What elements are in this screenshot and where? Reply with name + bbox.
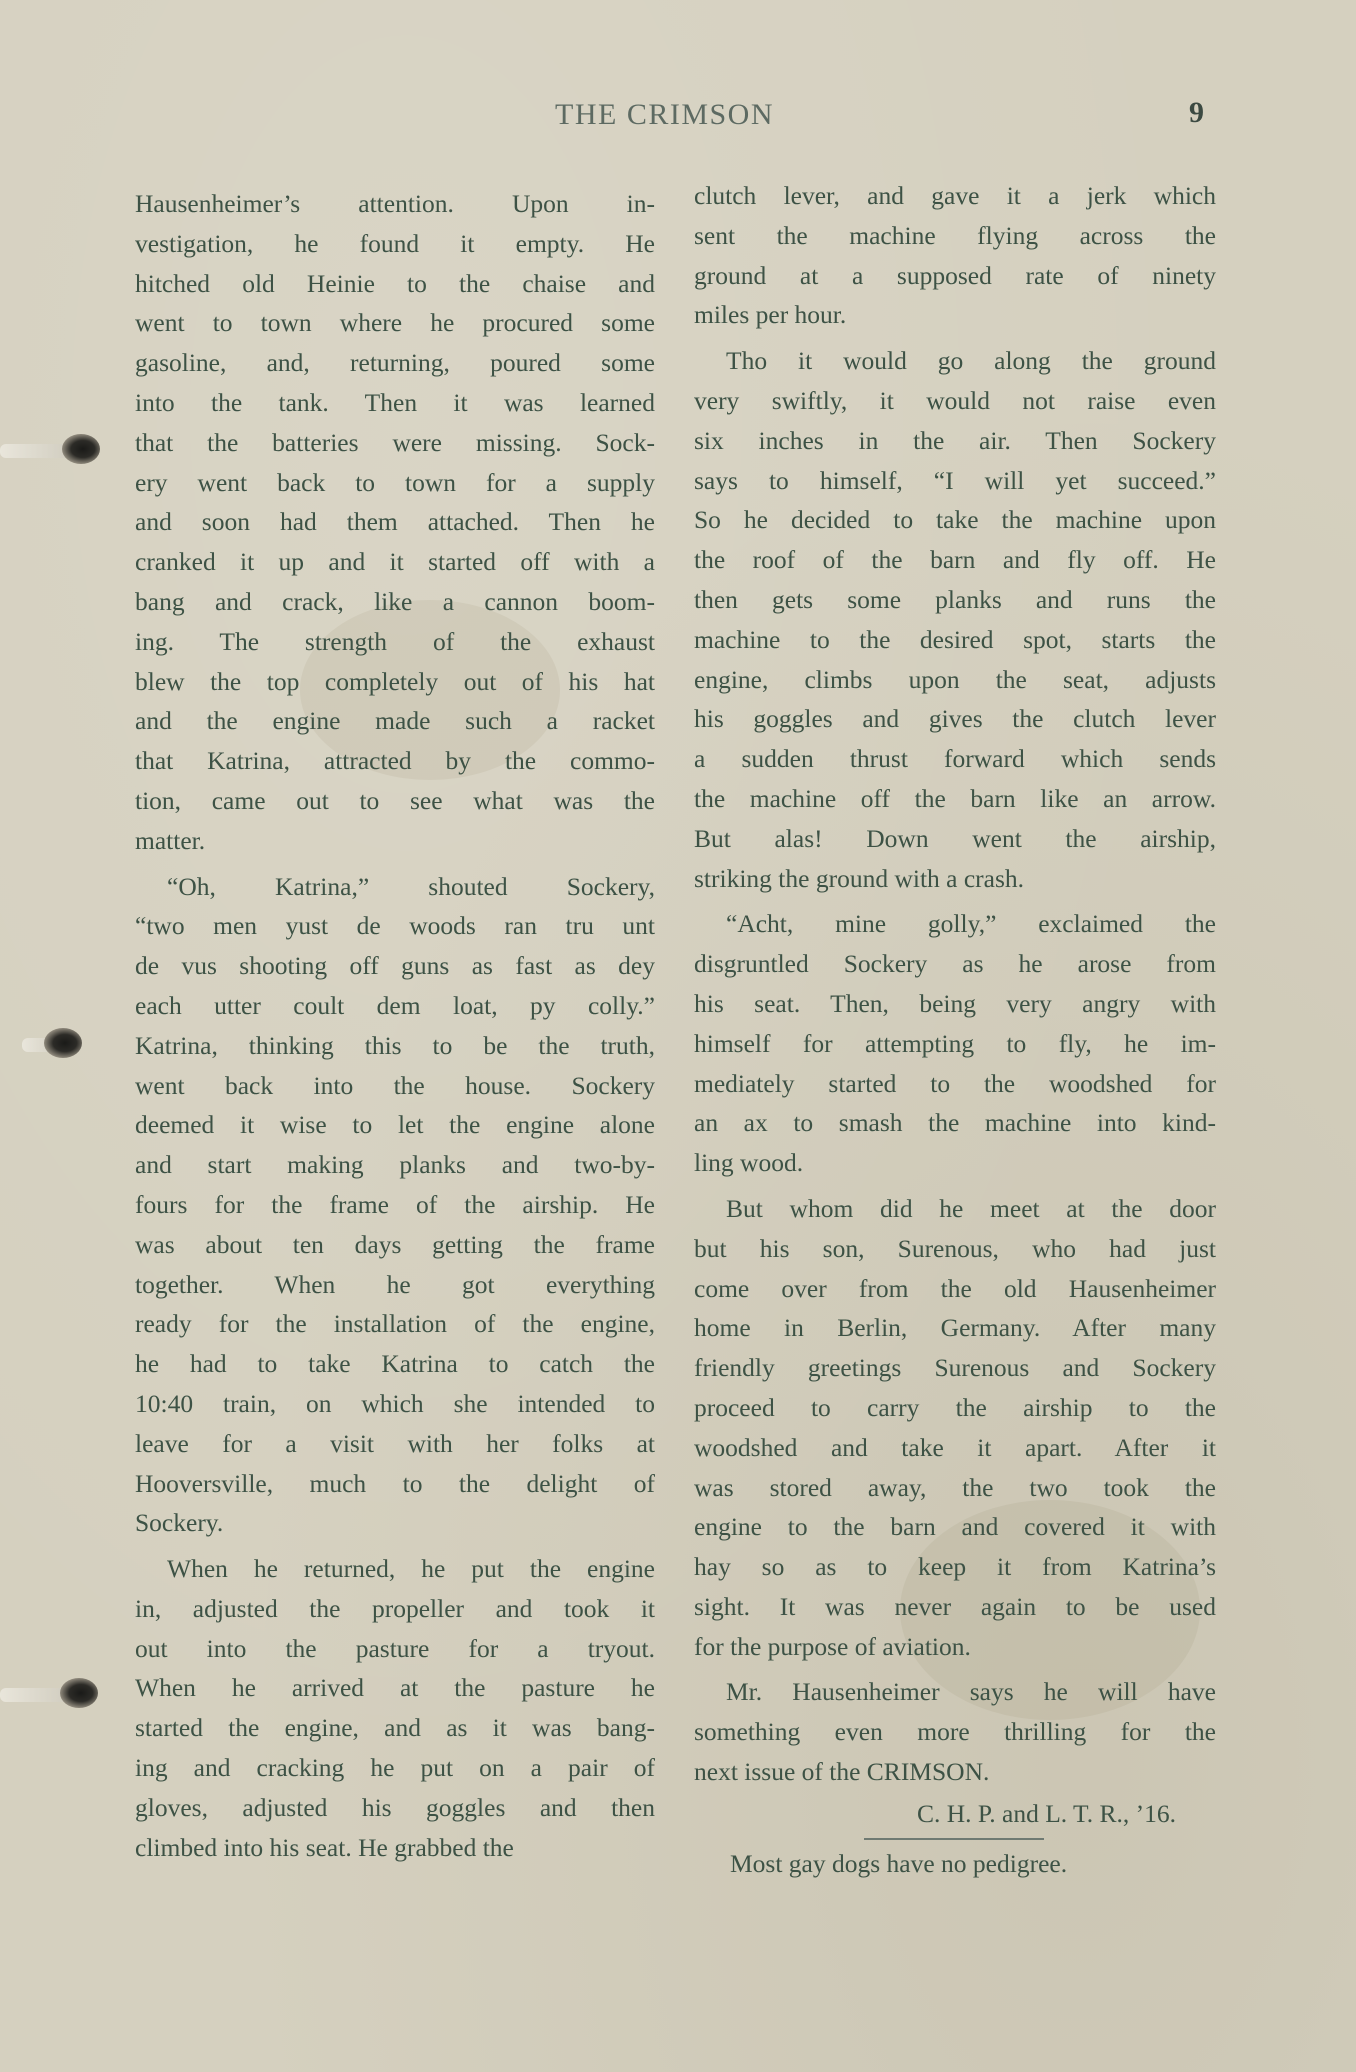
text-line: for the purpose of aviation.	[694, 1631, 971, 1661]
text-line: Mr. Hausenheimer says he will have	[726, 1677, 1216, 1707]
text-line: into the tank. Then it was learned	[135, 387, 655, 417]
text-line: ery went back to town for a supply	[135, 467, 655, 497]
text-line: clutch lever, and gave it a jerk which	[694, 181, 1216, 210]
left-column	[135, 184, 655, 1867]
text-line: climbed into his seat. He grabbed the	[135, 1832, 514, 1862]
text-line: the machine off the barn like an arrow.	[694, 783, 1216, 813]
text-line: and the engine made such a racket	[135, 706, 655, 736]
text-line: went back into the house. Sockery	[135, 1070, 655, 1100]
text-line: then gets some planks and runs the	[694, 584, 1216, 614]
text-line: leave for a visit with her folks at	[135, 1428, 655, 1458]
binding-hole	[44, 1028, 82, 1058]
text-line: 10:40 train, on which she intended to	[135, 1388, 655, 1418]
text-line: but his son, Surenous, who had just	[694, 1233, 1216, 1263]
text-line: proceed to carry the airship to the	[694, 1392, 1216, 1422]
text-line: the roof of the barn and fly off. He	[694, 545, 1216, 575]
binding-hole	[62, 434, 100, 464]
text-line: “two men yust de woods ran tru unt	[135, 911, 655, 941]
filler-quip: Most gay dogs have no pedigree.	[730, 1848, 1068, 1878]
text-line: disgruntled Sockery as he arose from	[694, 949, 1216, 979]
text-line: ready for the installation of the engine,	[135, 1309, 655, 1339]
text-line: that the batteries were missing. Sock-	[135, 427, 655, 457]
text-line: ground at a supposed rate of ninety	[694, 260, 1216, 290]
text-line: matter.	[135, 825, 206, 855]
text-line: miles per hour.	[694, 300, 847, 330]
text-line: that Katrina, attracted by the commo-	[135, 746, 655, 776]
text-line: sent the machine flying across the	[694, 220, 1216, 250]
text-line: Tho it would go along the ground	[726, 346, 1216, 376]
text-line: Katrina, thinking this to be the truth,	[135, 1030, 655, 1060]
text-line: ling wood.	[694, 1148, 804, 1178]
right-column	[694, 176, 1216, 1883]
text-line: ing and cracking he put on a pair of	[135, 1753, 655, 1783]
text-line: gasoline, and, returning, poured some	[135, 348, 655, 378]
text-line: in, adjusted the propeller and took it	[135, 1593, 655, 1623]
text-line: bang and crack, like a cannon boom-	[135, 586, 655, 616]
text-line: cranked it up and it started off with a	[135, 547, 655, 577]
text-line: went to town where he procured some	[135, 308, 655, 338]
text-line: was stored away, the two took the	[694, 1472, 1216, 1502]
text-line: “Acht, mine golly,” exclaimed the	[726, 909, 1216, 939]
text-line: So he decided to take the machine upon	[694, 505, 1216, 535]
text-line: engine to the barn and covered it with	[694, 1512, 1216, 1542]
text-line: blew the top completely out of his hat	[135, 666, 655, 696]
text-line: together. When he got everything	[135, 1269, 655, 1299]
text-line: But alas! Down went the airship,	[694, 823, 1216, 853]
text-line: Sockery.	[135, 1508, 224, 1538]
binding-hole	[60, 1678, 98, 1708]
text-line: When he arrived at the pasture he	[135, 1673, 655, 1703]
text-line: de vus shooting off guns as fast as dey	[135, 951, 655, 981]
text-line: mediately started to the woodshed for	[694, 1068, 1216, 1098]
text-line: says to himself, “I will yet succeed.”	[694, 465, 1216, 495]
text-line: very swiftly, it would not raise even	[694, 385, 1216, 415]
text-line: and start making planks and two-by-	[135, 1150, 655, 1180]
text-line: something even more thrilling for the	[694, 1717, 1216, 1747]
text-line: home in Berlin, Germany. After many	[694, 1313, 1216, 1343]
text-line: tion, came out to see what was the	[135, 785, 655, 815]
text-line: and soon had them attached. Then he	[135, 507, 655, 537]
text-line: started the engine, and as it was bang-	[135, 1713, 655, 1743]
text-line: friendly greetings Surenous and Sockery	[694, 1353, 1216, 1383]
text-line: woodshed and take it apart. After it	[694, 1432, 1216, 1462]
text-line: his seat. Then, being very angry with	[694, 988, 1216, 1018]
text-line: next issue of the CRIMSON.	[694, 1757, 990, 1787]
divider-rule	[864, 1838, 1044, 1840]
text-line: hay so as to keep it from Katrina’s	[694, 1552, 1216, 1582]
running-title: THE CRIMSON	[555, 98, 775, 131]
text-line: was about ten days getting the frame	[135, 1229, 655, 1259]
text-line: striking the ground with a crash.	[694, 863, 1025, 893]
text-line: ing. The strength of the exhaust	[135, 626, 655, 656]
text-line: out into the pasture for a tryout.	[135, 1633, 655, 1663]
text-line: come over from the old Hausenheimer	[694, 1273, 1216, 1303]
text-line: machine to the desired spot, starts the	[694, 624, 1216, 654]
text-line: himself for attempting to fly, he im-	[694, 1028, 1216, 1058]
text-line: fours for the frame of the airship. He	[135, 1189, 655, 1219]
text-line: six inches in the air. Then Sockery	[694, 425, 1216, 455]
text-line: Hooversville, much to the delight of	[135, 1468, 655, 1498]
text-line: he had to take Katrina to catch the	[135, 1349, 655, 1379]
page-header	[0, 98, 1356, 138]
page-number: 9	[1189, 96, 1204, 129]
text-line: Hausenheimer’s attention. Upon in-	[135, 189, 655, 218]
text-line: vestigation, he found it empty. He	[135, 228, 655, 258]
text-line: sight. It was never again to be used	[694, 1591, 1216, 1621]
author-signature: C. H. P. and L. T. R., ’16.	[916, 1798, 1176, 1828]
text-line: each utter coult dem loat, py colly.”	[135, 990, 655, 1020]
text-line: an ax to smash the machine into kind-	[694, 1108, 1216, 1138]
text-line: engine, climbs upon the seat, adjusts	[694, 664, 1216, 694]
text-line: gloves, adjusted his goggles and then	[135, 1792, 655, 1822]
text-line: deemed it wise to let the engine alone	[135, 1110, 655, 1140]
text-line: “Oh, Katrina,” shouted Sockery,	[167, 871, 655, 901]
text-line: a sudden thrust forward which sends	[694, 744, 1216, 774]
text-line: But whom did he meet at the door	[726, 1193, 1216, 1223]
text-line: hitched old Heinie to the chaise and	[135, 268, 655, 298]
text-line: When he returned, he put the engine	[167, 1554, 655, 1584]
text-line: his goggles and gives the clutch lever	[694, 704, 1216, 734]
